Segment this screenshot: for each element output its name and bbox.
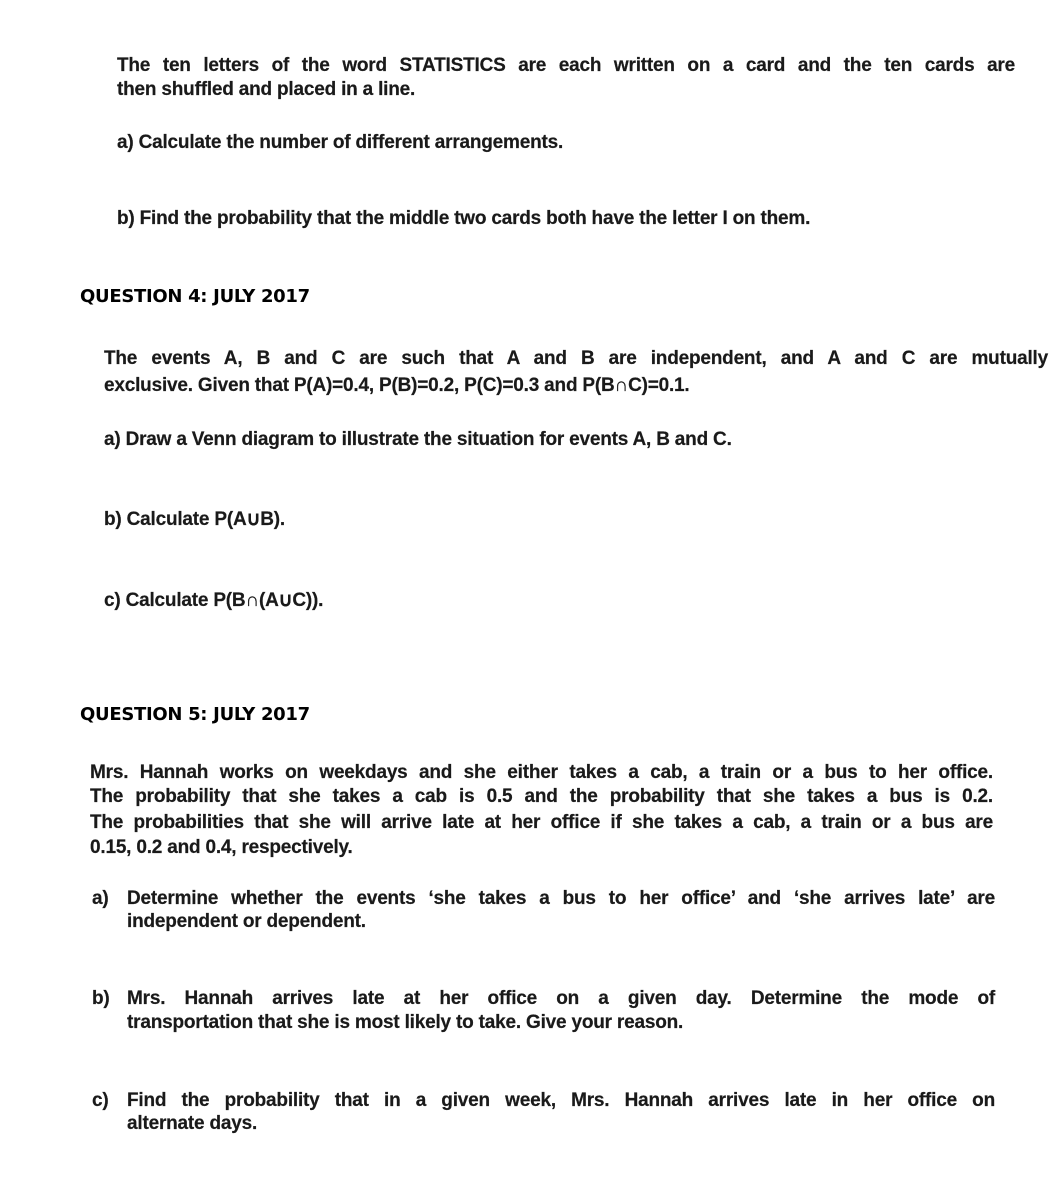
- q3-part-a: a) Calculate the number of different arrangements.: [117, 132, 564, 153]
- q5-part-b-line-1: Mrs. Hannah arrives late at her office on a given day. Determine the mode of: [127, 988, 995, 1009]
- q5-part-a-line-1: Determine whether the events ‘she takes a bus to her office’ and ‘she arrives late’ are: [127, 888, 995, 909]
- q4-part-c: c) Calculate P(B∩(A∪C)).: [104, 590, 324, 611]
- text: The ten letters of the word: [117, 55, 400, 76]
- q3-part-b: b) Find the probability that the middle two cards both have the letter I on them.: [117, 208, 811, 229]
- q5-part-c-label: c): [92, 1090, 109, 1111]
- q3-intro-line-1: [117, 55, 1015, 77]
- q5-intro-line: The probabilities that she will arrive late at her office if she takes a cab, a train or a bus are: [90, 812, 993, 833]
- q5-intro-line: 0.15, 0.2 and 0.4, respectively.: [90, 837, 353, 858]
- q4-heading: QUESTION 4: JULY 2017: [80, 286, 310, 307]
- q5-heading: QUESTION 5: JULY 2017: [80, 704, 310, 725]
- q5-part-b-label: b): [92, 988, 110, 1009]
- word-statistics: STATISTICS: [399, 55, 506, 76]
- text: are each written on a card and the ten cards are: [505, 55, 1015, 76]
- q5-part-c-line-1: Find the probability that in a given week, Mrs. Hannah arrives late in her office on: [127, 1090, 995, 1111]
- q5-part-b-line-2: transportation that she is most likely to take. Give your reason.: [127, 1012, 684, 1033]
- q5-part-a-line-2: independent or dependent.: [127, 911, 366, 932]
- q3-intro-line-2: then shuffled and placed in a line.: [117, 79, 416, 100]
- q4-part-a: a) Draw a Venn diagram to illustrate the situation for events A, B and C.: [104, 429, 732, 450]
- q5-intro-line: The probability that she takes a cab is 0.5 and the probability that she takes a bus is 0.2.: [90, 786, 993, 807]
- q4-part-b: b) Calculate P(A∪B).: [104, 509, 285, 530]
- q5-part-c-line-2: alternate days.: [127, 1113, 258, 1134]
- q5-part-a-label: a): [92, 888, 109, 909]
- q5-intro-line: Mrs. Hannah works on weekdays and she either takes a cab, a train or a bus to her office.: [90, 762, 993, 783]
- q4-intro-line-2: exclusive. Given that P(A)=0.4, P(B)=0.2, P(C)=0.3 and P(B∩C)=0.1.: [104, 375, 690, 396]
- q4-intro-line-1: The events A, B and C are such that A and B are independent, and A and C are mutually: [104, 348, 1048, 369]
